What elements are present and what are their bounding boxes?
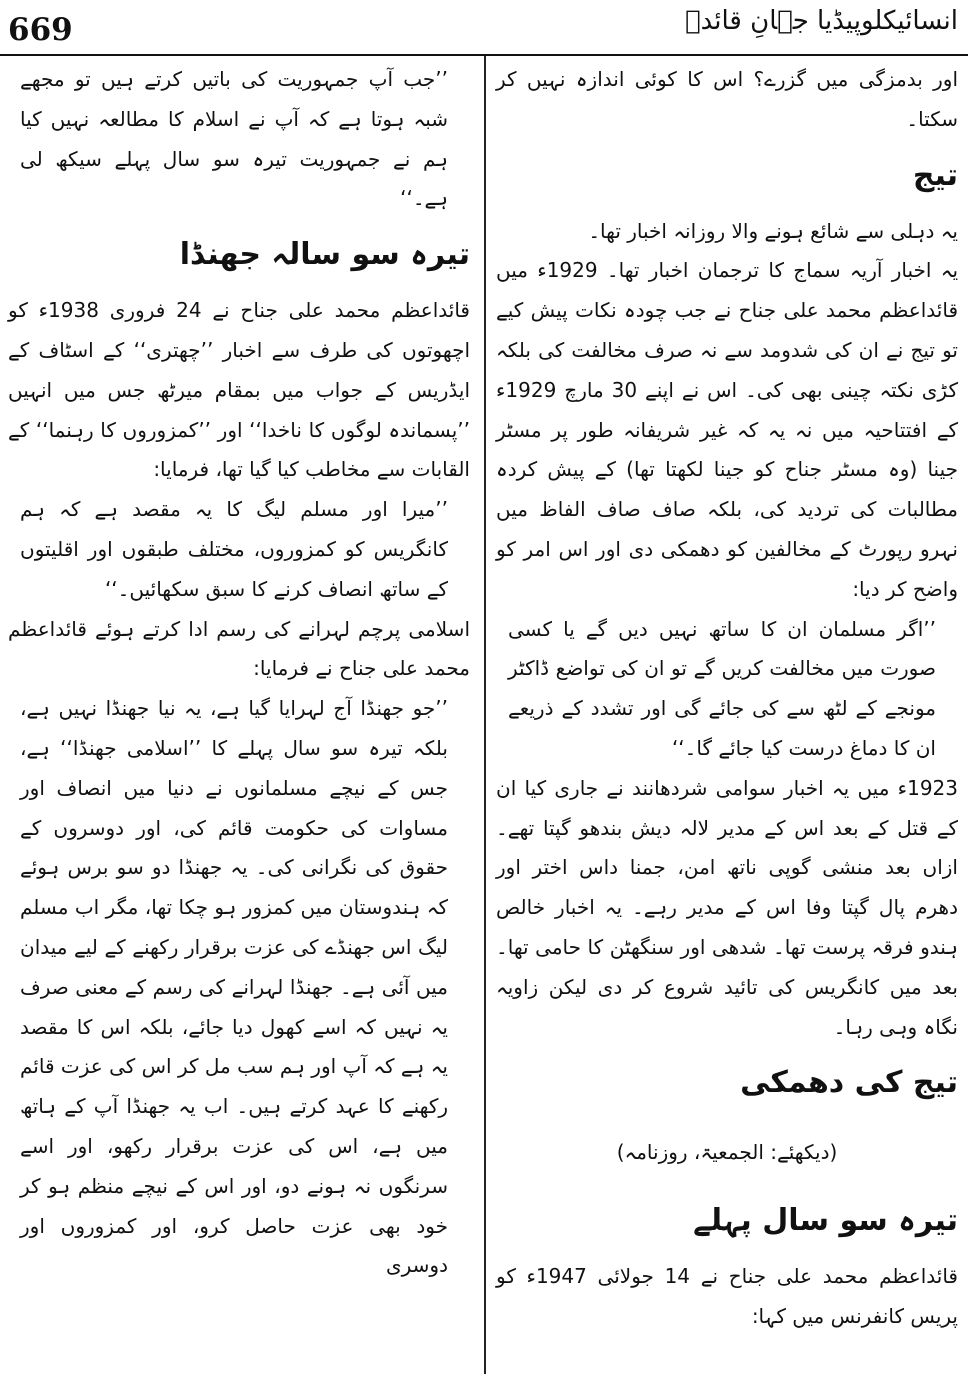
block-quote: ’’اگر مسلمان ان کا ساتھ نہیں دیں گے یا کسی صورت میں مخالفت کریں گے تو ان کی تواضع ڈاکٹر مونجے کے لٹھ سے کی جائے گی اور تشدد کے ذریعے ان کا دماغ درست کیا جائے گا۔‘‘: [508, 616, 936, 760]
paragraph: اور بدمزگی میں گزرے؟ اس کا کوئی اندازہ نہیں کر سکتا۔: [496, 67, 958, 131]
paragraph: 1923ء میں یہ اخبار سوامی شردھانند نے جاری کیا ان کے قتل کے بعد اس کے مدیر لالہ دیش بندھو گپتا تھے۔ ازاں بعد منشی گوپی ناتھ امن، جمنا داس اختر اور دھرم پال گپتا وفا اس کے مدیر رہے۔ یہ اخبار خالص ہندو فرقہ پرست تھا۔ شدھی اور سنگھٹن کا حامی تھا۔ بعد میں کانگریس کی تائید شروع کر دی لیکن زاویہ نگاہ وہی رہا۔: [496, 775, 958, 1039]
section-heading: تیرہ سو سالہ جھنڈا: [179, 237, 470, 273]
paragraph: قائداعظم محمد علی جناح نے 24 فروری 1938ء کو اچھوتوں کی طرف سے اخبار ’’چھتری‘‘ کے اسٹاف کے ایڈریس کے جواب میں بمقام میرٹھ جس میں انہیں ’’پسماندہ لوگوں کا ناخدا‘‘ اور ’’کمزوروں کا رہنما‘‘ کے القابات سے مخاطب کیا گیا تھا، فرمایا:: [8, 298, 470, 482]
section-heading: تیرہ سو سال پہلے: [693, 1203, 958, 1239]
block-quote: ’’جو جھنڈا آج لہرایا گیا ہے، یہ نیا جھنڈا نہیں ہے، بلکہ تیرہ سو سال پہلے کا ’’اسلامی جھنڈا‘‘ ہے، جس کے نیچے مسلمانوں نے دنیا میں انصاف اور مساوات کی حکومت قائم کی، اور دوسروں کے حقوق کی نگرانی کی۔ یہ جھنڈا دو سو برس ہوئے کہ ہندوستان میں کمزور ہو چکا تھا، مگر اب مسلم لیگ اس جھنڈے کی عزت برقرار رکھنے کے لیے میدان میں آئی ہے۔ جھنڈا لہرانے کی رسم کے معنی صرف یہ نہیں کہ اسے کھول دیا جائے، بلکہ اس کا مقصد یہ ہے کہ آپ اور ہم سب مل کر اس کی عزت قائم رکھنے کا عہد کرتے ہیں۔ اب یہ جھنڈا آپ کے ہاتھ میں ہے، اس کی عزت برقرار رکھو، اور اسے سرنگوں نہ ہونے دو، اور اس کے نیچے منظم ہو کر خود بھی عزت حاصل کرو، اور کمزوروں اور دوسری: [20, 696, 448, 1278]
paragraph: اسلامی پرچم لہرانے کی رسم ادا کرتے ہوئے قائداعظم محمد علی جناح نے فرمایا:: [8, 616, 470, 681]
page-header: [0, 0, 968, 58]
book-title: انسائیکلوپیڈیا جہانِ قائدؒ: [685, 6, 958, 36]
cross-reference: (دیکھئے: الجمعیۃ، روزنامہ): [616, 1140, 838, 1165]
block-quote: ’’جب آپ جمہوریت کی باتیں کرتے ہیں تو مجھے شبہ ہوتا ہے کہ آپ نے اسلام کا مطالعہ نہیں کیا ہم نے جمہوریت تیرہ سو سال پہلے سیکھ لی ہے۔‘‘: [20, 67, 448, 211]
page-number: 669: [8, 12, 73, 48]
block-quote: ’’میرا اور مسلم لیگ کا یہ مقصد ہے کہ ہم کانگریس کو کمزوروں، مختلف طبقوں اور اقلیتوں کے ساتھ انصاف کرنے کا سبق سکھائیں۔‘‘: [20, 497, 448, 601]
column-divider: [484, 56, 486, 1374]
right-column: [496, 60, 958, 1337]
paragraph: یہ دہلی سے شائع ہونے والا روزانہ اخبار تھا۔: [588, 218, 958, 243]
section-heading: تیج کی دھمکی: [740, 1065, 958, 1101]
paragraph: یہ اخبار آریہ سماج کا ترجمان اخبار تھا۔ 1929ء میں قائداعظم محمد علی جناح نے جب چودہ نکات پیش کیے تو تیج نے ان کی شدومد سے نہ صرف مخالفت کی بلکہ کڑی نکتہ چینی بھی کی۔ اس نے اپنے 30 مارچ 1929ء کے افتتاحیہ میں نہ یہ کہ غیر شریفانہ طور پر مسٹر جینا (وہ مسٹر جناح کو جینا لکھتا تھا) کے پیش کردہ مطالبات کی تردید کی، بلکہ صاف صاف الفاظ میں نہرو رپورٹ کے مخالفین کو دھمکی دی اور اس امر کو واضح کر دیا:: [496, 258, 959, 601]
section-heading: تیج: [912, 157, 958, 193]
paragraph: قائداعظم محمد علی جناح نے 14 جولائی 1947ء کو پریس کانفرنس میں کہا:: [496, 1264, 958, 1329]
left-column: [8, 60, 470, 1286]
